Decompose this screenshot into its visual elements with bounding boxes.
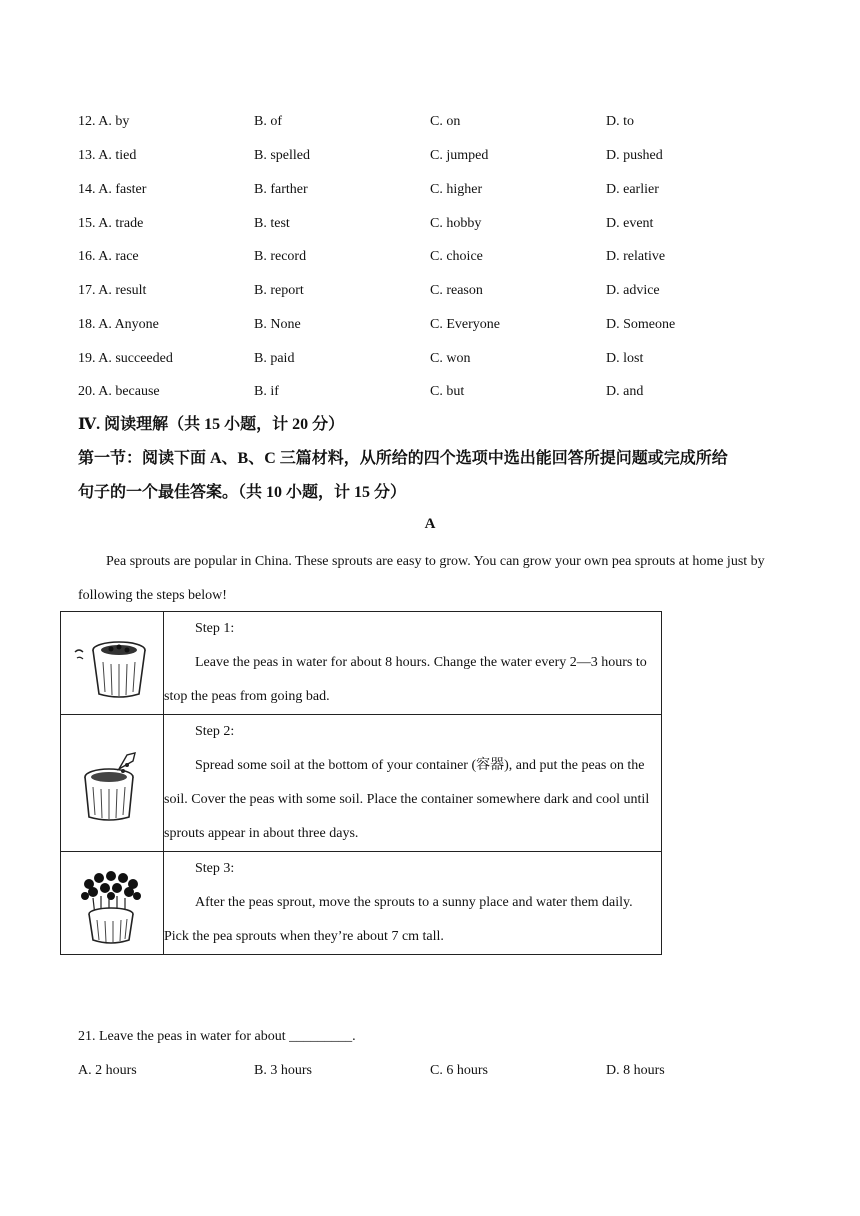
option-d: D. event [606, 216, 654, 231]
step-image-cell [61, 715, 164, 852]
option-a: 13. A. tied [78, 148, 137, 163]
step-row-2 [61, 715, 662, 852]
step-label: Step 2: [195, 724, 235, 739]
section-title: Ⅳ. 阅读理解（共 15 小题，计 20 分） [78, 416, 345, 433]
passage-intro-text: Pea sprouts are popular in China. These sprouts are easy to grow. You can grow your own pea sprouts at home just by following the steps below! [78, 554, 765, 603]
option-b: B. farther [254, 182, 308, 197]
question-21-text: 21. Leave the peas in water for about _________. [78, 1029, 356, 1044]
step-label: Step 3: [195, 861, 235, 876]
step-text-cell [164, 852, 662, 955]
step-text-cell [164, 715, 662, 852]
option-b: B. test [254, 216, 290, 231]
option-a: A. 2 hours [78, 1063, 137, 1078]
option-a: 17. A. result [78, 283, 147, 298]
option-a: 19. A. succeeded [78, 351, 173, 366]
option-b: B. None [254, 317, 301, 332]
step-row-3 [61, 852, 662, 955]
steps-table [60, 611, 662, 955]
option-b: B. spelled [254, 148, 310, 163]
option-c: C. 6 hours [430, 1063, 488, 1078]
option-c: C. Everyone [430, 317, 500, 332]
option-d: D. and [606, 384, 644, 399]
passage-intro [78, 545, 783, 613]
option-d: D. Someone [606, 317, 676, 332]
option-d: D. lost [606, 351, 644, 366]
section-subtitle-line1: 第一节：阅读下面 A、B、C 三篇材料，从所给的四个选项中选出能回答所提问题或完成所给 [78, 450, 728, 467]
option-c: C. hobby [430, 216, 482, 231]
step-text-cell [164, 612, 662, 715]
option-d: D. pushed [606, 148, 663, 163]
option-a: 16. A. race [78, 249, 139, 264]
step-label: Step 1: [195, 621, 235, 636]
step-image-cell [61, 612, 164, 715]
option-a: 15. A. trade [78, 216, 144, 231]
option-b: B. of [254, 114, 282, 129]
option-c: C. jumped [430, 148, 489, 163]
option-c: C. reason [430, 283, 483, 298]
option-a: 20. A. because [78, 384, 160, 399]
step-image-cell [61, 852, 164, 955]
passage-label: A [424, 516, 436, 532]
option-b: B. 3 hours [254, 1063, 312, 1078]
option-d: D. 8 hours [606, 1063, 665, 1078]
option-b: B. if [254, 384, 279, 399]
option-c: C. higher [430, 182, 483, 197]
pea-sprouts-in-pot-icon [79, 870, 143, 944]
option-d: D. advice [606, 283, 660, 298]
option-b: B. report [254, 283, 304, 298]
option-a: 14. A. faster [78, 182, 147, 197]
option-c: C. on [430, 114, 461, 129]
option-d: D. earlier [606, 182, 659, 197]
step-text: Leave the peas in water for about 8 hours. Change the water every 2—3 hours to stop the peas from going bad. [164, 655, 647, 704]
option-a: 18. A. Anyone [78, 317, 159, 332]
bowl-of-peas-in-water-icon [71, 632, 151, 702]
step-row-1 [61, 612, 662, 715]
option-c: C. choice [430, 249, 483, 264]
option-b: B. record [254, 249, 307, 264]
step-text: After the peas sprout, move the sprouts to a sunny place and water them daily. Pick the pea sprouts when they’re about 7 cm tall. [164, 895, 633, 944]
option-d: D. to [606, 114, 634, 129]
step-text: Spread some soil at the bottom of your container (容器), and put the peas on the soil. Cover the peas with some soil. Place the container somewhere dark and cool until sprouts appear in about three days. [164, 758, 650, 841]
option-c: C. but [430, 384, 465, 399]
option-d: D. relative [606, 249, 666, 264]
option-b: B. paid [254, 351, 295, 366]
option-c: C. won [430, 351, 471, 366]
option-a: 12. A. by [78, 114, 130, 129]
container-with-soil-icon [79, 751, 143, 823]
section-subtitle-line2: 句子的一个最佳答案。（共 10 小题，计 15 分） [78, 484, 407, 501]
